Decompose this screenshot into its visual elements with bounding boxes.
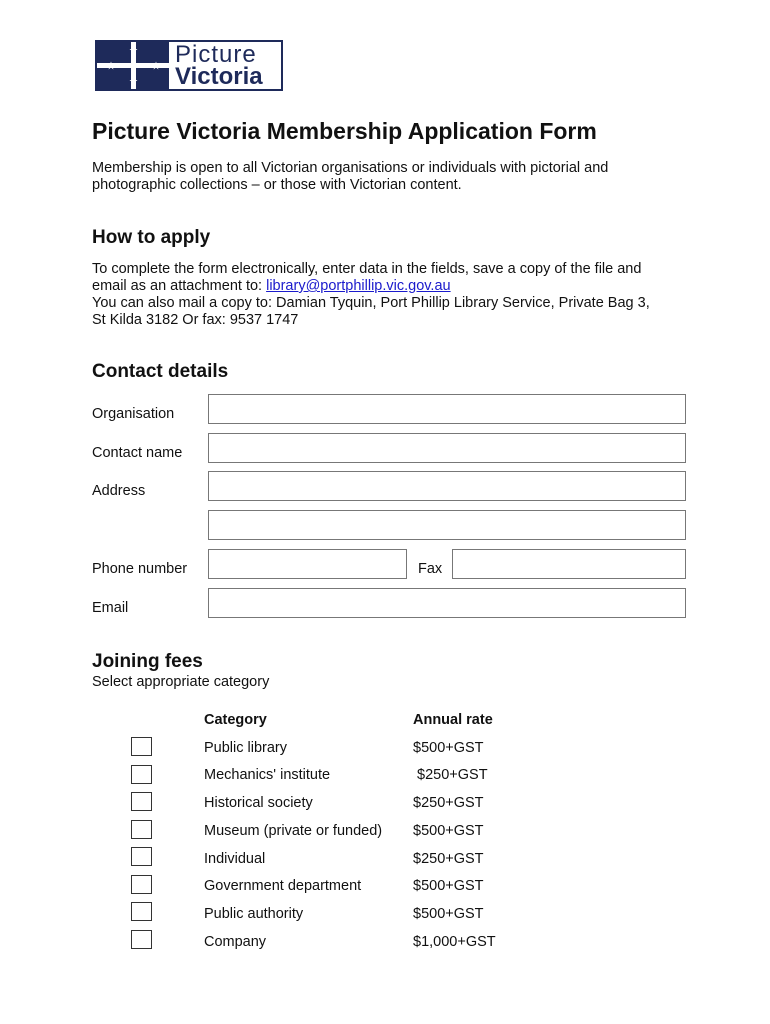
how-to-apply-line-1: To complete the form electronically, enter data in the fields, save a copy of the file and [92,261,642,277]
rate-public-authority: $500+GST [413,906,484,922]
phone-number-input[interactable] [208,549,407,579]
rate-historical-society: $250+GST [413,795,484,811]
logo-line-2: Victoria [175,62,263,90]
rate-company: $1,000+GST [413,934,496,950]
how-to-apply-heading: How to apply [92,227,211,248]
intro-line-1: Membership is open to all Victorian organisations or individuals with pictorial and [92,160,609,176]
contact-name-label: Contact name [92,445,183,461]
category-individual: Individual [204,851,266,867]
checkbox-public-library[interactable] [131,737,152,756]
page-title: Picture Victoria Membership Application Form [92,118,597,144]
how-to-apply-line-3: You can also mail a copy to: Damian Tyquin, Port Phillip Library Service, Private Bag 3, [92,295,650,311]
checkbox-public-authority[interactable] [131,902,152,921]
annual-rate-column-header: Annual rate [413,712,493,728]
southern-cross-flag-icon [97,42,169,89]
address-input-line-1[interactable] [208,471,686,501]
logo-line-1: Picture [175,40,257,68]
checkbox-company[interactable] [131,930,152,949]
checkbox-mechanics-institute[interactable] [131,765,152,784]
checkbox-museum[interactable] [131,820,152,839]
how-to-apply-line-2-text: email as an attachment to: [92,278,267,294]
category-government-department: Government department [204,878,362,894]
category-public-authority: Public authority [204,906,304,922]
checkbox-historical-society[interactable] [131,792,152,811]
fax-label: Fax [418,561,443,577]
address-input-line-2[interactable] [208,510,686,540]
logo-text [169,42,281,89]
category-historical-society: Historical society [204,795,313,811]
how-to-apply-line-2 [92,278,451,295]
address-label: Address [92,483,146,499]
category-column-header: Category [204,712,267,728]
rate-museum: $500+GST [413,823,484,839]
contact-name-input[interactable] [208,433,686,463]
category-museum: Museum (private or funded) [204,823,383,839]
rate-public-library: $500+GST [413,740,484,756]
joining-fees-heading: Joining fees [92,651,203,672]
email-label: Email [92,600,129,616]
joining-fees-subheading: Select appropriate category [92,674,270,690]
contact-details-heading: Contact details [92,361,229,382]
organisation-input[interactable] [208,394,686,424]
category-public-library: Public library [204,740,287,756]
how-to-apply-line-4: St Kilda 3182 Or fax: 9537 1747 [92,312,299,328]
checkbox-government-department[interactable] [131,875,152,894]
rate-government-department: $500+GST [413,878,484,894]
category-mechanics-institute: Mechanics' institute [204,767,331,783]
intro-line-2: photographic collections – or those with Victorian content. [92,177,462,193]
category-company: Company [204,934,267,950]
rate-individual: $250+GST [413,851,484,867]
organisation-label: Organisation [92,406,175,422]
fax-input[interactable] [452,549,686,579]
email-link[interactable]: library@portphillip.vic.gov.au [266,278,451,294]
rate-mechanics-institute: $250+GST [413,767,488,783]
phone-number-label: Phone number [92,561,188,577]
email-input[interactable] [208,588,686,618]
checkbox-individual[interactable] [131,847,152,866]
logo [95,40,283,91]
